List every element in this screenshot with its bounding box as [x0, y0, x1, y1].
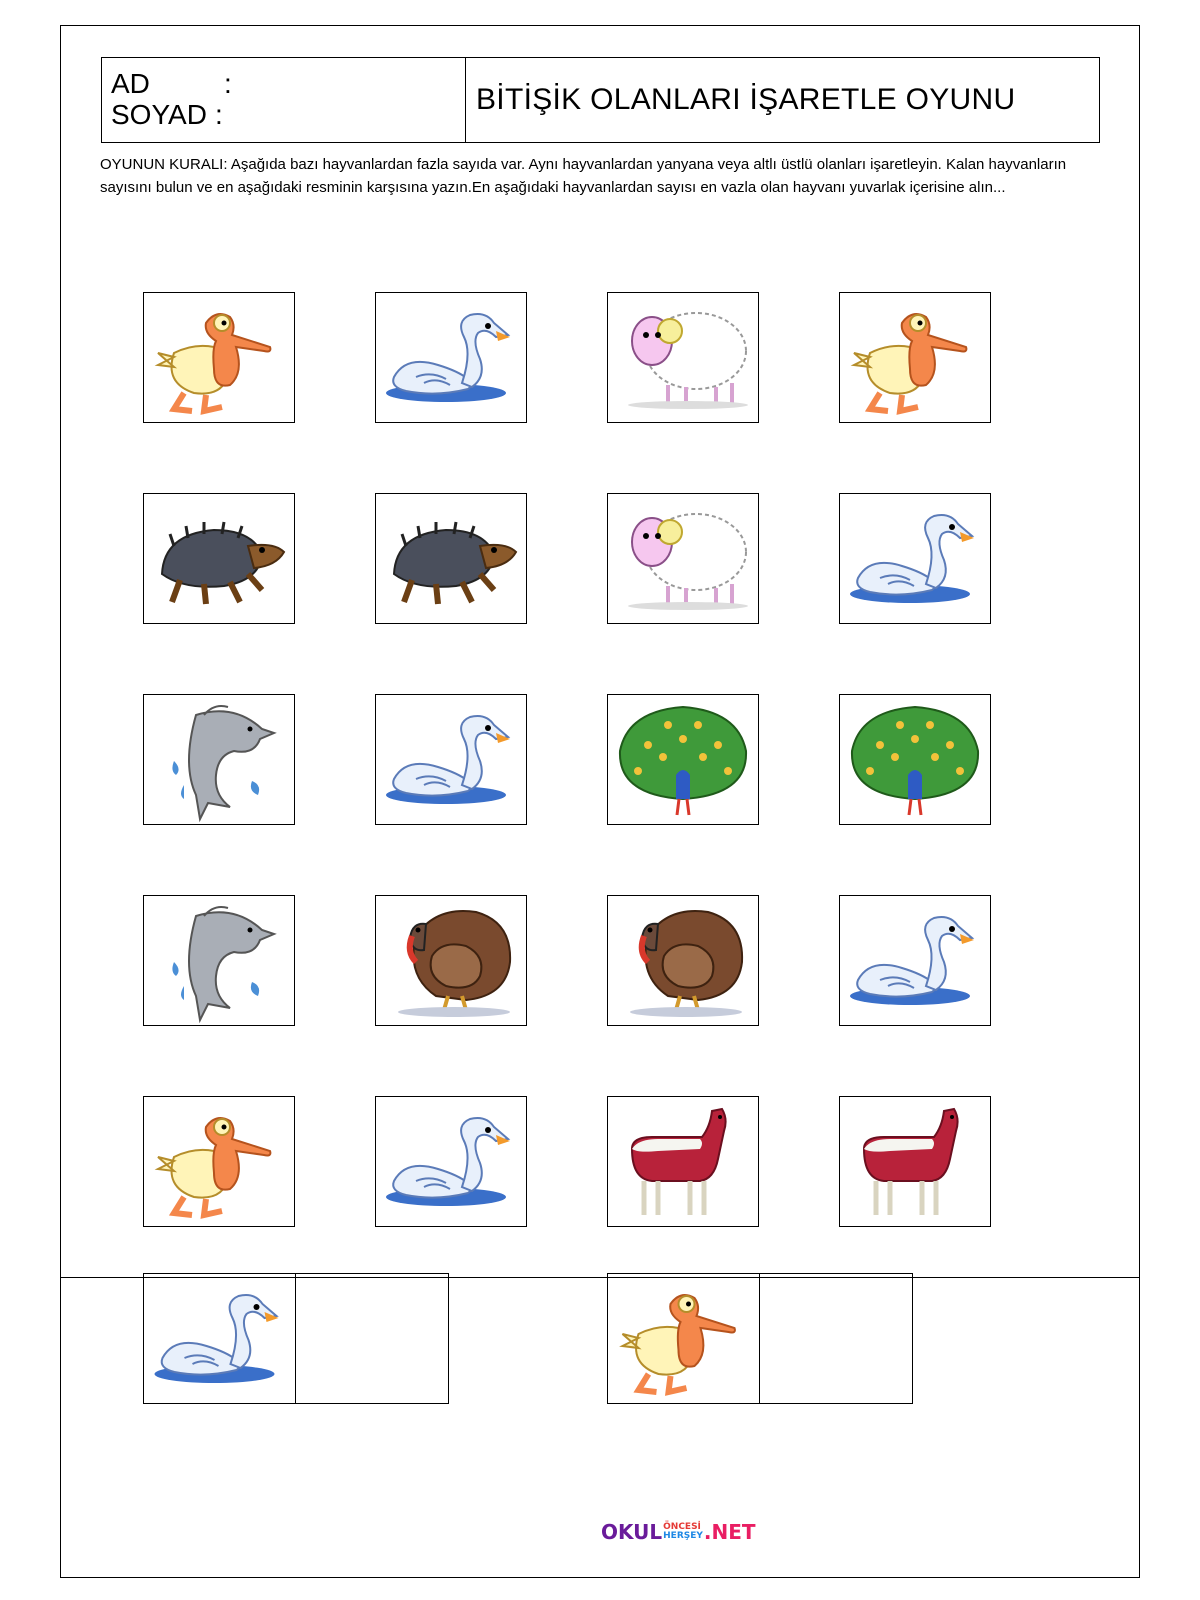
peacock-icon — [840, 695, 990, 824]
animal-card[interactable] — [839, 292, 991, 423]
animal-card[interactable] — [143, 493, 295, 624]
swan-icon — [376, 1097, 526, 1226]
worksheet — [60, 25, 1140, 1578]
name-label: AD — [111, 68, 150, 99]
animal-card[interactable] — [375, 1096, 527, 1227]
pelican-icon — [144, 293, 294, 422]
answer-swan — [143, 1273, 449, 1404]
animal-card[interactable] — [839, 895, 991, 1026]
animal-card[interactable] — [839, 493, 991, 624]
animal-card[interactable] — [839, 694, 991, 825]
answer-count-box[interactable] — [296, 1274, 448, 1403]
header — [101, 57, 1100, 143]
animal-card[interactable] — [607, 493, 759, 624]
llama-icon — [840, 1097, 990, 1226]
pelican-icon — [608, 1274, 759, 1403]
logo-part-3: .NET — [703, 1520, 756, 1544]
animal-card[interactable] — [143, 694, 295, 825]
llama-icon — [608, 1097, 758, 1226]
answer-picture — [144, 1274, 296, 1403]
logo-part-2a: ÖNCESİ — [663, 1522, 701, 1532]
sheep-icon — [608, 494, 758, 623]
surname-colon: : — [214, 99, 223, 130]
site-logo — [601, 1517, 756, 1547]
name-colon: : — [224, 68, 232, 99]
surname-label: SOYAD — [111, 99, 207, 130]
hedgehog-icon — [376, 494, 526, 623]
animal-card[interactable] — [375, 292, 527, 423]
page-title: BİTİŞİK OLANLARI İŞARETLE OYUNU — [476, 83, 1016, 116]
animal-card[interactable] — [375, 895, 527, 1026]
swan-icon — [840, 896, 990, 1025]
animal-card[interactable] — [375, 694, 527, 825]
pelican-icon — [144, 1097, 294, 1226]
swan-icon — [376, 293, 526, 422]
peacock-icon — [608, 695, 758, 824]
animal-card[interactable] — [607, 895, 759, 1026]
turkey-icon — [376, 896, 526, 1025]
swan-icon — [376, 695, 526, 824]
answer-pelican — [607, 1273, 913, 1404]
turkey-icon — [608, 896, 758, 1025]
animal-card[interactable] — [607, 1096, 759, 1227]
logo-part-1: OKUL — [601, 1520, 663, 1544]
animal-card[interactable] — [607, 292, 759, 423]
animal-card[interactable] — [839, 1096, 991, 1227]
swan-icon — [840, 494, 990, 623]
swan-icon — [144, 1274, 295, 1403]
game-rules: OYUNUN KURALI: Aşağıda bazı hayvanlardan fazla sayıda var. Aynı hayvanlardan yanyana veya altlı üstlü olanları işaretleyin. Kalan hayvanların sayısını bulun ve en aşağıdaki resminin karşısına yazın.En aşağıdaki hayvanlardan sayısı en vazla olan hayvanı yuvarlak içerisine alın... — [100, 156, 1067, 196]
animal-card[interactable] — [143, 895, 295, 1026]
animal-card[interactable] — [143, 1096, 295, 1227]
sheep-icon — [608, 293, 758, 422]
dolphin-icon — [144, 896, 294, 1025]
animal-card[interactable] — [375, 493, 527, 624]
answer-count-box[interactable] — [760, 1274, 912, 1403]
answer-picture — [608, 1274, 760, 1403]
name-block — [102, 58, 466, 142]
dolphin-icon — [144, 695, 294, 824]
animal-card[interactable] — [143, 292, 295, 423]
logo-part-2 — [663, 1523, 703, 1541]
hedgehog-icon — [144, 494, 294, 623]
pelican-icon — [840, 293, 990, 422]
logo-part-2b: HERŞEY — [663, 1531, 703, 1541]
animal-card[interactable] — [607, 694, 759, 825]
